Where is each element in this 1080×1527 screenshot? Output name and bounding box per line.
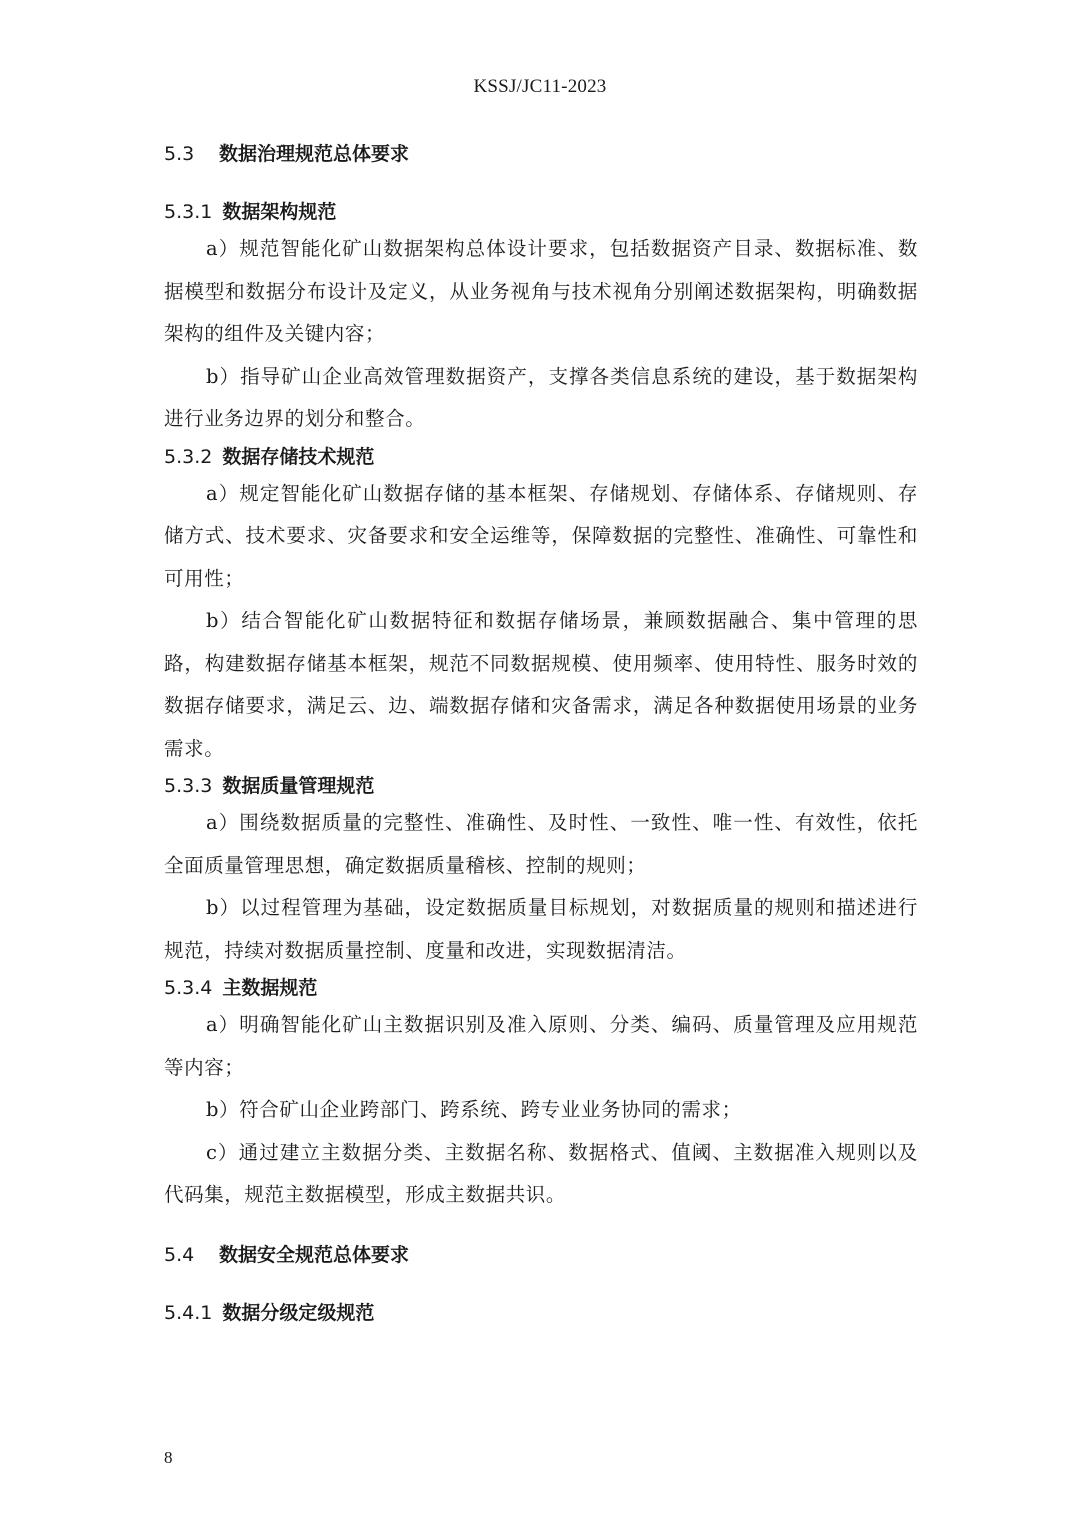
section-number: 5.4.1 (164, 1301, 213, 1324)
section-number: 5.3.2 (164, 445, 213, 468)
section-title: 主数据规范 (222, 977, 318, 999)
paragraph-5-3-1-a: a）规范智能化矿山数据架构总体设计要求，包括数据资产目录、数据标准、数据模型和数据分布设计及定义，从业务视角与技术视角分别阐述数据架构，明确数据架构的组件及关键内容； (164, 237, 918, 345)
section-5-3-heading (164, 138, 918, 170)
section-title: 数据质量管理规范 (222, 775, 375, 797)
paragraph-5-3-2-a: a）规定智能化矿山数据存储的基本框架、存储规划、存储体系、存储规则、存储方式、技术要求、灾备要求和安全运维等，保障数据的完整性、准确性、可靠性和可用性； (164, 481, 918, 590)
section-title: 数据分级定级规范 (222, 1301, 375, 1324)
page-number: 8 (164, 1448, 173, 1467)
section-title: 数据安全规范总体要求 (219, 1243, 410, 1266)
section-5-3-2-heading (164, 441, 918, 473)
section-5-4-heading (164, 1239, 918, 1271)
section-number: 5.4 (164, 1243, 195, 1266)
document-code-header: KSSJ/JC11-2023 (473, 76, 607, 97)
paragraph-5-3-4-a: a）明确智能化矿山主数据识别及准入原则、分类、编码、质量管理及应用规范等内容； (164, 1013, 918, 1079)
paragraph-5-3-3-a: a）围绕数据质量的完整性、准确性、及时性、一致性、唯一性、有效性，依托全面质量管理思想，确定数据质量稽核、控制的规则； (164, 811, 918, 877)
section-5-3-4-heading (164, 972, 918, 1004)
section-title: 数据架构规范 (222, 201, 337, 223)
section-title: 数据治理规范总体要求 (219, 143, 410, 165)
section-number: 5.3.3 (164, 775, 213, 797)
section-5-3-1-heading (164, 196, 918, 228)
section-title: 数据存储技术规范 (222, 445, 375, 468)
section-number: 5.3.1 (164, 201, 213, 223)
paragraph-5-3-3-b: b）以过程管理为基础，设定数据质量目标规划，对数据质量的规则和描述进行规范，持续对数据质量控制、度量和改进，实现数据清洁。 (164, 896, 918, 962)
paragraph-5-3-1-b: b）指导矿山企业高效管理数据资产，支撑各类信息系统的建设，基于数据架构进行业务边界的划分和整合。 (164, 364, 918, 430)
paragraph-5-3-4-c: c）通过建立主数据分类、主数据名称、数据格式、值阈、主数据准入规则以及代码集，规范主数据模型，形成主数据共识。 (164, 1140, 918, 1206)
section-5-3-3-heading (164, 770, 918, 802)
section-number: 5.3 (164, 143, 195, 165)
paragraph-5-3-4-b: b）符合矿山企业跨部门、跨系统、跨专业业务协同的需求； (206, 1098, 742, 1121)
section-5-4-1-heading (164, 1297, 918, 1329)
document-body (164, 138, 918, 1329)
section-number: 5.3.4 (164, 977, 213, 999)
paragraph-5-3-2-b: b）结合智能化矿山数据特征和数据存储场景，兼顾数据融合、集中管理的思路，构建数据存储基本框架，规范不同数据规模、使用频率、使用特性、服务时效的数据存储要求，满足云、边、端数据存储和灾备需求，满足各种数据使用场景的业务需求。 (164, 609, 918, 760)
